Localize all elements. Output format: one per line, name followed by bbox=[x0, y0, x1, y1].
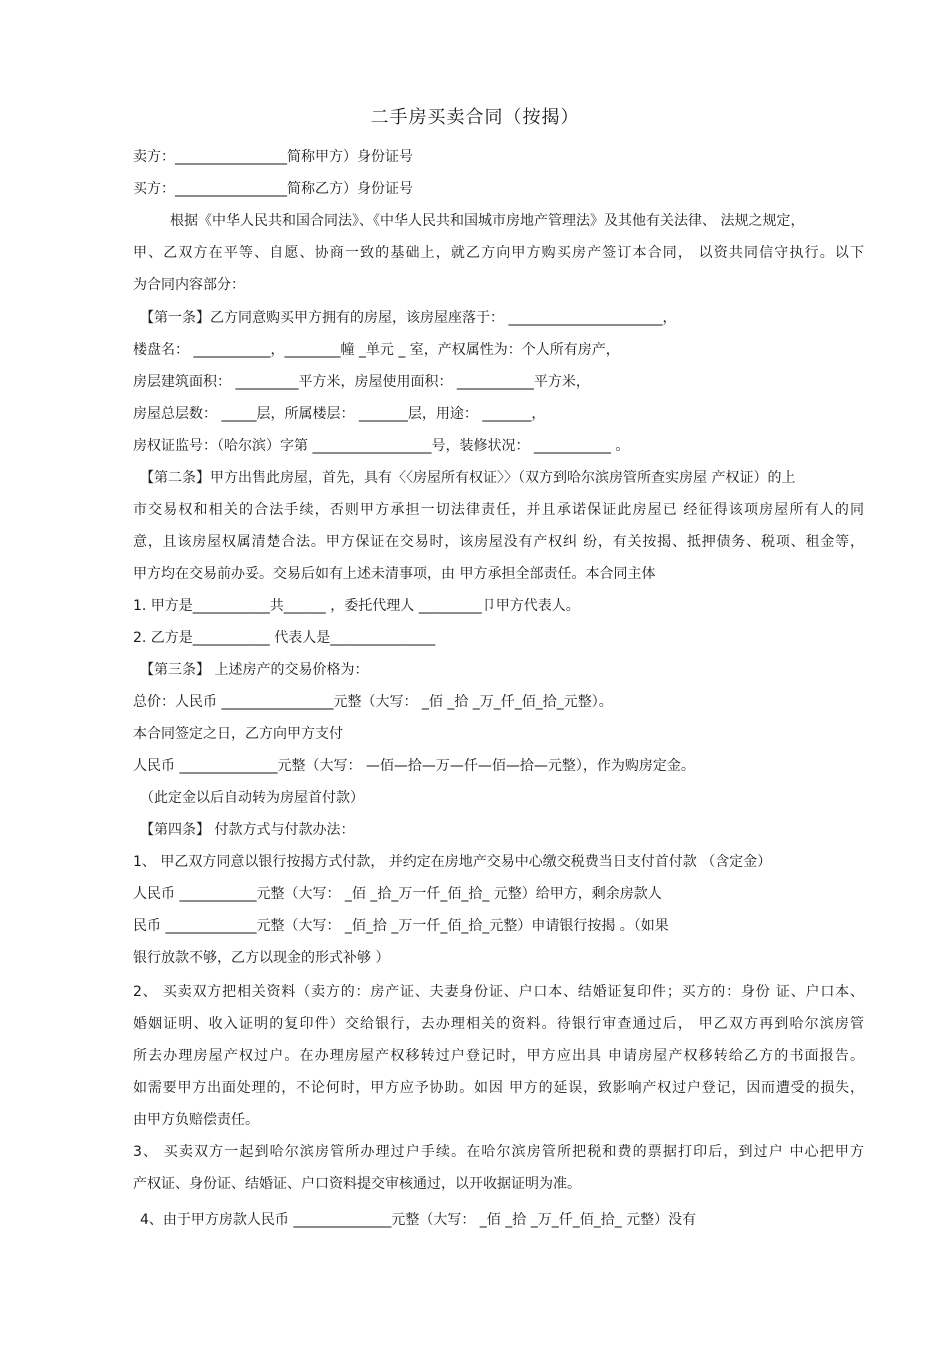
article-3-deposit-amount: 人民币 ______________元整（大写： —佰—拾—万—仟—佰—拾—元整），作为购房定金。 bbox=[133, 758, 695, 774]
article-4-item-4-line-1: 4、由于甲方房款人民币 ______________元整（大写： _佰 _拾 _万_仟_佰_拾_ 元整）没有 bbox=[140, 1212, 697, 1228]
article-4-item-2-line-4: 如需要甲方出面处理的，不论何时，甲方应予协助。如因 甲方的延误，致影响产权过户登记，因而遭受的损失， bbox=[133, 1080, 864, 1096]
seller-line: 卖方：________________简称甲方）身份证号 bbox=[133, 149, 413, 165]
article-2-line-4: 甲方均在交易前办妥。交易后如有上述未清事项，由 甲方承担全部责任。本合同主体 bbox=[133, 566, 656, 582]
article-3-deposit-intro: 本合同签定之日，乙方向甲方支付 bbox=[133, 726, 343, 742]
party-a-line: 1. 甲方是___________共______ ，委托代理人 _________卩甲方代表人。 bbox=[133, 598, 580, 614]
article-4-item-3-line-2: 产权证、身份证、结婚证、户口资料提交审核通过，以开收据证明为准。 bbox=[133, 1176, 581, 1192]
article-4-item-3-line-1: 3、 买卖双方一起到哈尔滨房管所办理过户手续。在哈尔滨房管所把税和费的票据打印后，到过户 中心把甲方 bbox=[133, 1144, 864, 1160]
article-4-item-2-line-1: 2、 买卖双方把相关资料（卖方的：房产证、夫妻身份证、户口本、结婚证复印件；买方的：身份 证、户口本、 bbox=[133, 984, 864, 1000]
article-1-property-name: 楼盘名： ___________，________幢 _单元 _ 室，产权属性为：个人所有房产， bbox=[133, 342, 620, 358]
preamble-line-2: 甲、乙双方在平等、自愿、协商一致的基础上，就乙方向甲方购买房产签订本合同， 以资共同信守执行。以下 bbox=[133, 245, 864, 261]
article-4-item-1-line-3: 民币 _____________元整（大写： _佰_拾 _万一仟_佰_拾_元整）申请银行按揭 。（如果 bbox=[133, 918, 669, 934]
article-3-deposit-note: （此定金以后自动转为房屋首付款） bbox=[140, 790, 364, 806]
article-1-floors: 房屋总层数： _____层，所属楼层： _______层，用途： _______， bbox=[133, 406, 546, 422]
preamble-line-1: 根据《中华人民共和国合同法》、《中华人民共和国城市房地产管理法》及其他有关法律、 法规之规定， bbox=[170, 213, 805, 229]
article-4-item-2-line-5: 由甲方负赔偿责任。 bbox=[133, 1112, 259, 1128]
preamble-line-3: 为合同内容部分： bbox=[133, 277, 245, 293]
article-2-line-2: 市交易权和相关的合法手续，否则甲方承担一切法律责任，并且承诺保证此房屋已 经征得该项房屋所有人的同 bbox=[133, 502, 864, 518]
article-3-total-price: 总价：人民币 ________________元整（大写： _佰 _拾 _万_仟_佰_拾_元整）。 bbox=[133, 694, 613, 710]
article-4-item-1-line-1: 1、 甲乙双方同意以银行按揭方式付款， 并约定在房地产交易中心缴交税费当日支付首付款 （含定金） bbox=[133, 854, 772, 870]
article-3-heading: 【第三条】 上述房产的交易价格为： bbox=[140, 662, 369, 678]
article-4-heading: 【第四条】 付款方式与付款办法： bbox=[140, 822, 355, 838]
article-2-line-1: 【第二条】甲方出售此房屋，首先，具有〈〈房屋所有权证〉〉（双方到哈尔滨房管所查实房屋 产权证）的上 bbox=[140, 470, 796, 486]
document-title: 二手房买卖合同（按揭） bbox=[370, 107, 580, 128]
article-4-item-1-line-2: 人民币 ___________元整（大写： _佰 _拾_万一仟_佰_拾_ 元整）给甲方，剩余房款人 bbox=[133, 886, 662, 902]
article-4-item-1-line-4: 银行放款不够，乙方以现金的形式补够 ） bbox=[133, 950, 390, 966]
article-1-certificate: 房权证监号：（哈尔滨）字第 _________________号，装修状况： ___________ 。 bbox=[133, 438, 630, 454]
buyer-line: 买方：________________简称乙方）身份证号 bbox=[133, 181, 413, 197]
article-1-heading: 【第一条】乙方同意购买甲方拥有的房屋，该房屋座落于： ______________________， bbox=[140, 310, 677, 326]
article-4-item-2-line-2: 婚姻证明、收入证明的复印件）交给银行，去办理相关的资料。待银行审查通过后， 甲乙双方再到哈尔滨房管 bbox=[133, 1016, 864, 1032]
party-b-line: 2. 乙方是___________ 代表人是_______________ bbox=[133, 630, 436, 646]
article-4-item-2-line-3: 所去办理房屋产权过户。在办理房屋产权移转过户登记时，甲方应出具 申请房屋产权移转给乙方的书面报告。 bbox=[133, 1048, 864, 1064]
article-1-area: 房层建筑面积： _________平方米，房屋使用面积： ___________平方米， bbox=[133, 374, 590, 390]
article-2-line-3: 意，且该房屋权属清楚合法。甲方保证在交易时，该房屋没有产权纠 纷，有关按揭、抵押债务、税项、租金等， bbox=[133, 534, 864, 550]
